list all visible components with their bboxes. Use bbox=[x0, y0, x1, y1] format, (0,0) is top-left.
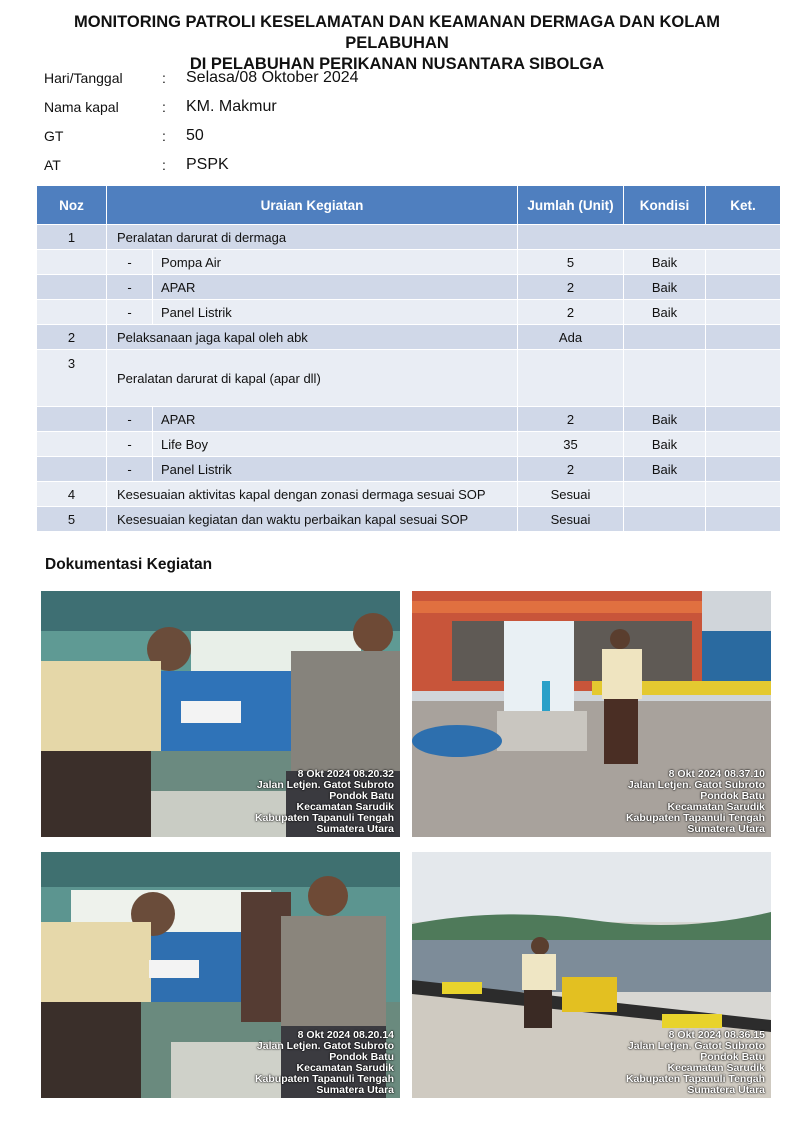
cell-item: Pompa Air bbox=[153, 250, 518, 275]
info-value: PSPK bbox=[186, 156, 229, 173]
header-jumlah: Jumlah (Unit) bbox=[518, 186, 624, 225]
documentation-photo-2 bbox=[412, 591, 771, 837]
cell-no: 1 bbox=[37, 225, 107, 250]
stamp-line: Sumatera Utara bbox=[687, 1084, 765, 1096]
cell-kondisi: Baik bbox=[624, 300, 706, 325]
cell-dash: - bbox=[107, 457, 153, 482]
table-row bbox=[37, 457, 781, 482]
cell-ket bbox=[706, 507, 781, 532]
cell-empty bbox=[37, 275, 107, 300]
table-row bbox=[37, 225, 781, 250]
cell-no: 2 bbox=[37, 325, 107, 350]
cell-uraian: Pelaksanaan jaga kapal oleh abk bbox=[107, 325, 518, 350]
info-row-at bbox=[44, 152, 229, 178]
header-no: Noz bbox=[37, 186, 107, 225]
cell-dash: - bbox=[107, 250, 153, 275]
cell-ket bbox=[706, 300, 781, 325]
stamp-line: Sumatera Utara bbox=[687, 823, 765, 835]
table-row bbox=[37, 350, 781, 407]
table-row bbox=[37, 432, 781, 457]
cell-ket bbox=[706, 407, 781, 432]
cell-jumlah: Sesuai bbox=[518, 482, 624, 507]
info-row-ship-name bbox=[44, 94, 277, 120]
stamp-line: 8 Okt 2024 08.20.32 bbox=[297, 768, 394, 780]
cell-item: APAR bbox=[153, 275, 518, 300]
stamp-line: Kecamatan Sarudik bbox=[296, 1062, 394, 1074]
cell-dash: - bbox=[107, 407, 153, 432]
cell-jumlah: 2 bbox=[518, 457, 624, 482]
table-row bbox=[37, 250, 781, 275]
title-line-1: MONITORING PATROLI KESELAMATAN DAN KEAMANAN DERMAGA DAN KOLAM PELABUHAN bbox=[74, 13, 720, 52]
cell-empty bbox=[518, 225, 781, 250]
table-row bbox=[37, 482, 781, 507]
info-label: Hari/Tanggal bbox=[44, 70, 123, 86]
cell-empty bbox=[37, 457, 107, 482]
info-value: Selasa/08 Oktober 2024 bbox=[186, 69, 359, 86]
info-colon: : bbox=[162, 157, 166, 173]
cell-dash: - bbox=[107, 432, 153, 457]
cell-empty bbox=[37, 432, 107, 457]
photo-3-stamp bbox=[255, 1030, 394, 1096]
cell-kondisi bbox=[624, 350, 706, 407]
cell-jumlah: Sesuai bbox=[518, 507, 624, 532]
cell-ket bbox=[706, 250, 781, 275]
cell-jumlah: Ada bbox=[518, 325, 624, 350]
info-label: Nama kapal bbox=[44, 99, 119, 115]
cell-ket bbox=[706, 325, 781, 350]
cell-item: Panel Listrik bbox=[153, 457, 518, 482]
title-line-2: DI PELABUHAN PERIKANAN NUSANTARA SIBOLGA bbox=[189, 55, 605, 73]
cell-uraian: Peralatan darurat di kapal (apar dll) bbox=[107, 350, 518, 407]
stamp-line: Kecamatan Sarudik bbox=[667, 1062, 765, 1074]
cell-jumlah: 2 bbox=[518, 407, 624, 432]
table-row bbox=[37, 507, 781, 532]
stamp-line: Jalan Letjen. Gatot Subroto bbox=[256, 779, 394, 791]
info-row-date bbox=[44, 65, 359, 91]
stamp-line: Kabupaten Tapanuli Tengah bbox=[254, 812, 394, 824]
cell-item: Life Boy bbox=[153, 432, 518, 457]
stamp-line: Kecamatan Sarudik bbox=[296, 801, 394, 813]
info-row-gt bbox=[44, 123, 204, 149]
stamp-line: Jalan Letjen. Gatot Subroto bbox=[627, 779, 765, 791]
cell-kondisi: Baik bbox=[624, 275, 706, 300]
cell-jumlah: 2 bbox=[518, 275, 624, 300]
stamp-line: 8 Okt 2024 08.37.10 bbox=[668, 768, 765, 780]
cell-jumlah bbox=[518, 350, 624, 407]
cell-uraian: Kesesuaian kegiatan dan waktu perbaikan kapal sesuai SOP bbox=[107, 507, 518, 532]
table-row bbox=[37, 407, 781, 432]
cell-empty bbox=[37, 407, 107, 432]
cell-jumlah: 35 bbox=[518, 432, 624, 457]
cell-ket bbox=[706, 482, 781, 507]
cell-ket bbox=[706, 432, 781, 457]
info-colon: : bbox=[162, 99, 166, 115]
info-value: 50 bbox=[186, 127, 204, 144]
stamp-line: 8 Okt 2024 08.20.14 bbox=[297, 1029, 394, 1041]
cell-empty bbox=[37, 300, 107, 325]
stamp-line: Sumatera Utara bbox=[316, 823, 394, 835]
cell-no: 4 bbox=[37, 482, 107, 507]
cell-kondisi: Baik bbox=[624, 432, 706, 457]
cell-kondisi bbox=[624, 482, 706, 507]
cell-no: 5 bbox=[37, 507, 107, 532]
documentation-photo-4 bbox=[412, 852, 771, 1098]
info-label: AT bbox=[44, 157, 61, 173]
documentation-photo-3 bbox=[41, 852, 400, 1098]
cell-kondisi: Baik bbox=[624, 457, 706, 482]
documentation-heading: Dokumentasi Kegiatan bbox=[45, 556, 213, 573]
cell-uraian: Kesesuaian aktivitas kapal dengan zonasi dermaga sesuai SOP bbox=[107, 482, 518, 507]
cell-kondisi: Baik bbox=[624, 250, 706, 275]
table-row bbox=[37, 325, 781, 350]
stamp-line: Pondok Batu bbox=[700, 1051, 765, 1063]
cell-kondisi bbox=[624, 507, 706, 532]
documentation-photo-1 bbox=[41, 591, 400, 837]
cell-ket bbox=[706, 457, 781, 482]
stamp-line: Jalan Letjen. Gatot Subroto bbox=[627, 1040, 765, 1052]
stamp-line: Pondok Batu bbox=[700, 790, 765, 802]
stamp-line: 8 Okt 2024 08.36.15 bbox=[668, 1029, 765, 1041]
cell-item: Panel Listrik bbox=[153, 300, 518, 325]
info-colon: : bbox=[162, 70, 166, 86]
header-uraian: Uraian Kegiatan bbox=[107, 186, 518, 225]
cell-dash: - bbox=[107, 300, 153, 325]
header-kondisi: Kondisi bbox=[624, 186, 706, 225]
stamp-line: Kabupaten Tapanuli Tengah bbox=[625, 1073, 765, 1085]
photo-2-stamp bbox=[626, 769, 765, 835]
cell-jumlah: 2 bbox=[518, 300, 624, 325]
cell-dash: - bbox=[107, 275, 153, 300]
stamp-line: Kabupaten Tapanuli Tengah bbox=[254, 1073, 394, 1085]
cell-ket bbox=[706, 350, 781, 407]
stamp-line: Pondok Batu bbox=[329, 790, 394, 802]
table-header-row bbox=[37, 186, 781, 225]
cell-item: APAR bbox=[153, 407, 518, 432]
activity-table bbox=[36, 185, 781, 532]
photo-4-stamp bbox=[626, 1030, 765, 1096]
cell-kondisi: Baik bbox=[624, 407, 706, 432]
stamp-line: Pondok Batu bbox=[329, 1051, 394, 1063]
cell-uraian: Peralatan darurat di dermaga bbox=[107, 225, 518, 250]
cell-ket bbox=[706, 275, 781, 300]
header-ket: Ket. bbox=[706, 186, 781, 225]
stamp-line: Sumatera Utara bbox=[316, 1084, 394, 1096]
cell-empty bbox=[37, 250, 107, 275]
info-colon: : bbox=[162, 128, 166, 144]
info-label: GT bbox=[44, 128, 64, 144]
cell-no: 3 bbox=[37, 350, 107, 407]
table-row bbox=[37, 300, 781, 325]
stamp-line: Kabupaten Tapanuli Tengah bbox=[625, 812, 765, 824]
stamp-line: Kecamatan Sarudik bbox=[667, 801, 765, 813]
cell-kondisi bbox=[624, 325, 706, 350]
photo-1-stamp bbox=[255, 769, 394, 835]
table-row bbox=[37, 275, 781, 300]
info-value: KM. Makmur bbox=[186, 98, 277, 115]
stamp-line: Jalan Letjen. Gatot Subroto bbox=[256, 1040, 394, 1052]
cell-jumlah: 5 bbox=[518, 250, 624, 275]
